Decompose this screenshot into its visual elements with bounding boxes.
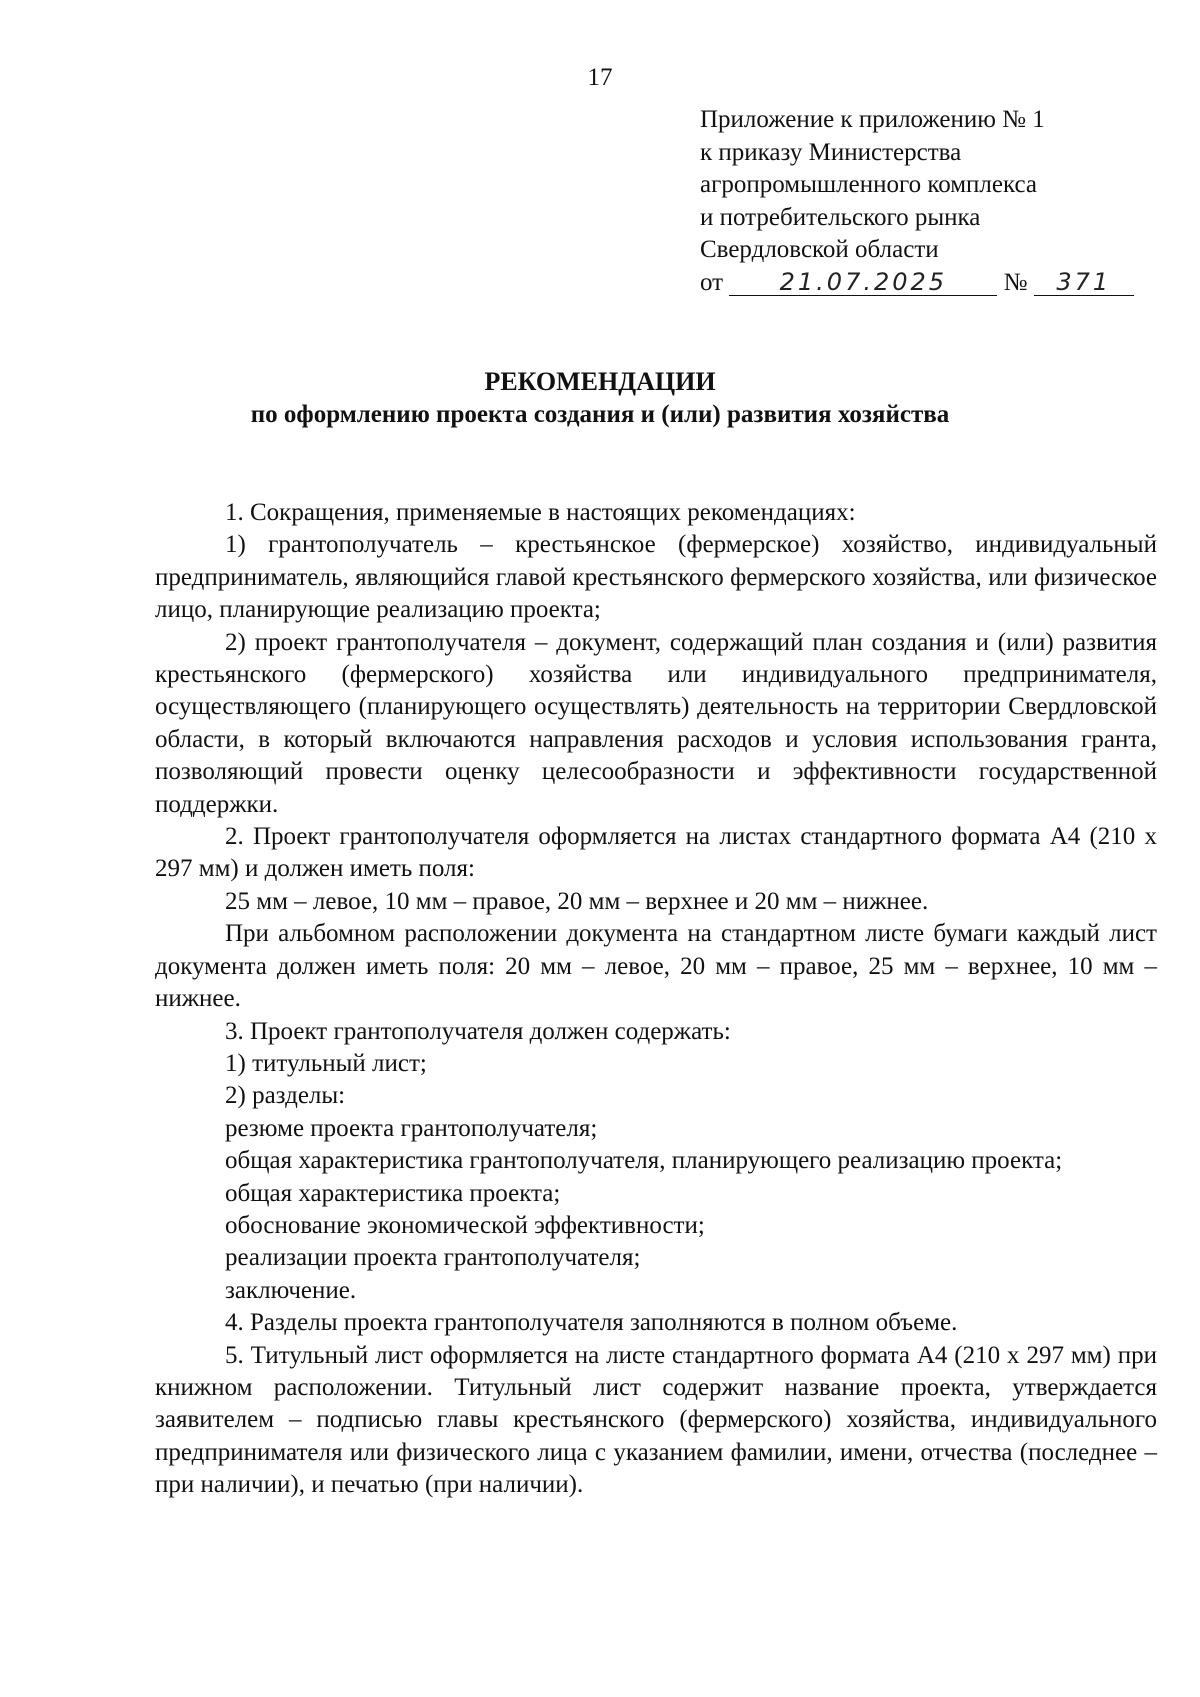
paragraph: 4. Разделы проекта грантополучателя заполняются в полном объеме. <box>225 1309 958 1337</box>
annex-line: Свердловской области <box>700 236 939 263</box>
paragraph: 2) проект грантополучателя – документ, содержащий план создания и (или) развития крестьянского (фермерского) хозяйства или индивидуального предпринимателя, осуществляющего (планирующего осуществлять) деятельность на территории Свердловской области, в который включаются направления расходов и условия использования гранта, позволяющий провести оценку целесообразности и эффективности государственной поддержки. <box>155 628 1157 818</box>
document-subtitle: по оформлению проекта создания и (или) развития хозяйства <box>250 401 950 428</box>
annex-line: к приказу Министерства <box>700 138 962 166</box>
annex-line: агропромышленного комплекса <box>700 171 1038 198</box>
paragraph: При альбомном расположении документа на стандартном листе бумаги каждый лист документа должен иметь поля: 20 мм – левое, 20 мм – правое, 25 мм – верхнее, 10 мм – нижнее. <box>155 920 1157 1013</box>
document-body <box>155 497 1157 1502</box>
annex-line: Приложение к приложению № 1 <box>700 106 1045 133</box>
annex-line: и потребительского рынка <box>700 203 981 231</box>
page-number: 17 <box>587 64 613 91</box>
paragraph: 1) титульный лист; <box>225 1049 427 1077</box>
order-date-number-line <box>700 267 1140 300</box>
paragraph: 2) разделы: <box>225 1082 346 1110</box>
paragraph: 5. Титульный лист оформляется на листе стандартного формата А4 (210 х 297 мм) при книжном расположении. Титульный лист содержит название проекта, утверждается заявителем – подписью главы крестьянского (фермерского) хозяйства, индивидуального предпринимателя или физического лица с указанием фамилии, имени, отчества (последнее – при наличии), и печатью (при наличии). <box>155 1341 1157 1499</box>
paragraph: заключение. <box>225 1276 357 1304</box>
document-title: РЕКОМЕНДАЦИИ <box>484 367 716 396</box>
paragraph: общая характеристика проекта; <box>225 1179 561 1207</box>
number-prefix: № <box>1003 268 1028 296</box>
annex-header <box>700 104 1140 299</box>
paragraph: реализации проекта грантополучателя; <box>225 1244 641 1272</box>
date-prefix: от <box>700 268 724 296</box>
handwritten-order-number: 371 <box>1034 269 1134 296</box>
paragraph: общая характеристика грантополучателя, планирующего реализацию проекта; <box>225 1147 1063 1175</box>
paragraph: 3. Проект грантополучателя должен содержать: <box>225 1017 731 1045</box>
paragraph: 25 мм – левое, 10 мм – правое, 20 мм – верхнее и 20 мм – нижнее. <box>225 887 929 915</box>
paragraph: резюме проекта грантополучателя; <box>225 1114 598 1142</box>
paragraph: 2. Проект грантополучателя оформляется на листах стандартного формата А4 (210 х 297 мм) и должен иметь поля: <box>155 823 1157 883</box>
paragraph: 1) грантополучатель – крестьянское (фермерское) хозяйство, индивидуальный предприниматель, являющийся главой крестьянского фермерского хозяйства, или физическое лицо, планирующие реализацию проекта; <box>155 531 1157 624</box>
paragraph: 1. Сокращения, применяемые в настоящих рекомендациях: <box>225 499 856 526</box>
paragraph: обоснование экономической эффективности; <box>225 1211 705 1239</box>
handwritten-date: 21.07.2025 <box>729 269 997 296</box>
